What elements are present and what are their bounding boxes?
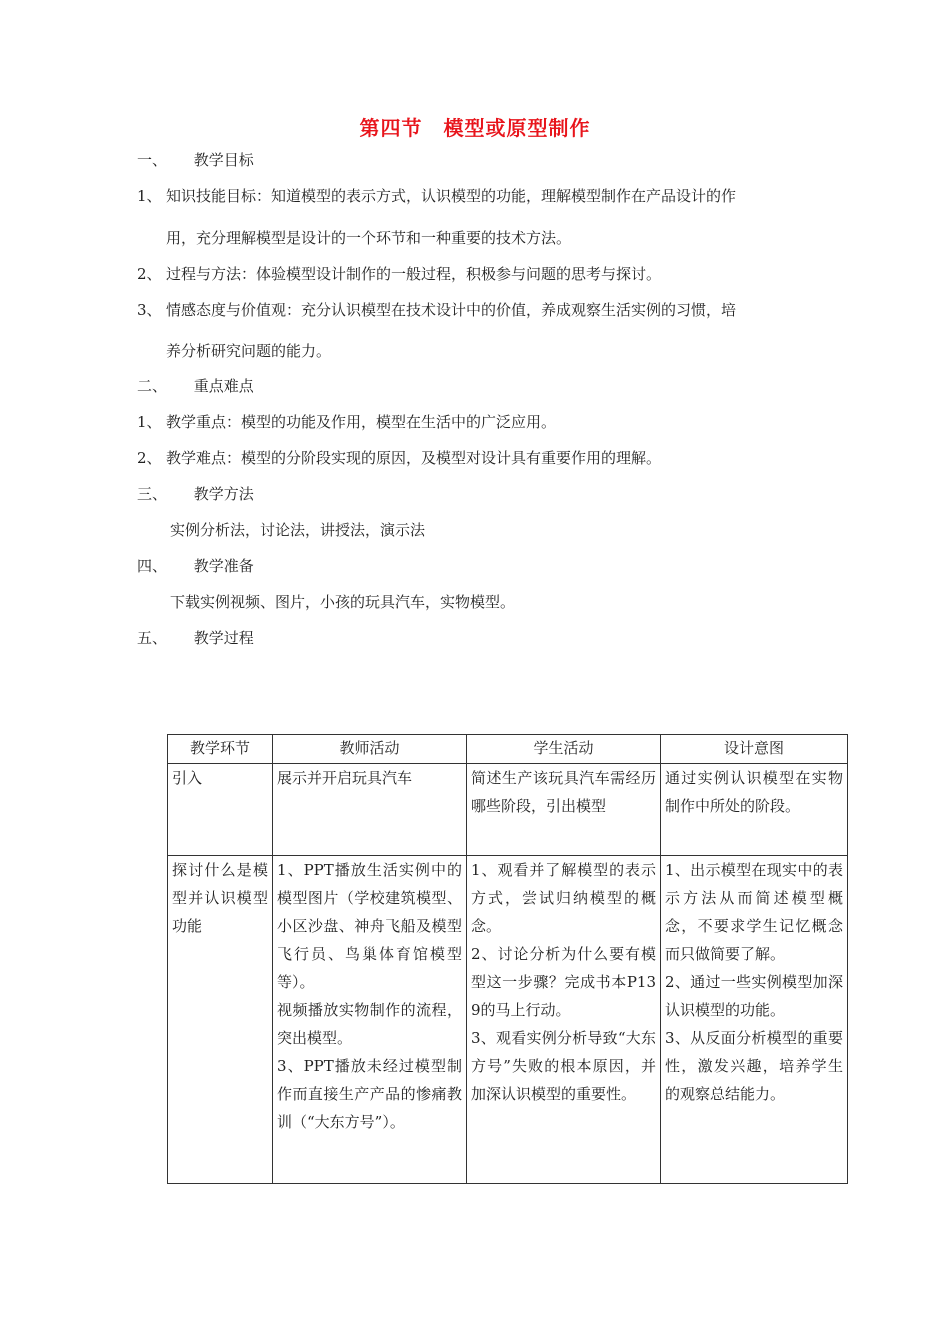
page-title: 第四节 模型或原型制作: [359, 116, 591, 140]
cell-stage: 引入: [168, 764, 273, 856]
cell-stage: 探讨什么是模型并认识模型功能: [168, 856, 273, 1184]
objective-3: [137, 300, 736, 320]
table-row: [168, 764, 848, 856]
cell-teacher: 展示并开启玩具汽车: [273, 764, 467, 856]
keypoint-number: 2、: [137, 449, 162, 467]
cell-intent: [661, 856, 848, 1184]
preparation-text: 下载实例视频、图片，小孩的玩具汽车，实物模型。: [170, 593, 516, 611]
teacher-activity-2: 视频播放实物制作的流程，突出模型。: [277, 1001, 462, 1047]
student-activity-1: 1、观看并了解模型的表示方式，尝试归纳模型的概念。: [471, 861, 656, 935]
design-intent-1: 1、出示模型在现实中的表示方法从而简述模型概念，不要求学生记忆概念而只做简要了解。: [665, 861, 843, 963]
design-intent-3: 3、从反面分析模型的重要性，激发兴趣，培养学生的观察总结能力。: [665, 1029, 843, 1103]
section-number: 二、: [137, 377, 168, 395]
header-teacher-activity: 教师活动: [273, 735, 467, 764]
section-number: 三、: [137, 485, 168, 503]
methods-text: 实例分析法，讨论法，讲授法，演示法: [170, 521, 426, 539]
teaching-process-table: [167, 734, 848, 1184]
objective-1: [137, 186, 736, 206]
section-title: 教学目标: [193, 151, 254, 169]
keypoint-number: 1、: [137, 413, 162, 431]
cell-student: [467, 856, 661, 1184]
section-title: 重点难点: [193, 377, 254, 395]
section-title: 教学准备: [193, 557, 254, 575]
keypoint-text: 教学难点：模型的分阶段实现的原因，及模型对设计具有重要作用的理解。: [166, 449, 662, 467]
keypoint-1: [137, 412, 556, 432]
keypoint-2: [137, 448, 661, 468]
cell-intent: 通过实例认识模型在实物制作中所处的阶段。: [661, 764, 848, 856]
objective-text: 知识技能目标：知道模型的表示方式，认识模型的功能，理解模型制作在产品设计的作: [166, 187, 737, 205]
cell-student: 简述生产该玩具汽车需经历哪些阶段，引出模型: [467, 764, 661, 856]
objective-2: [137, 264, 661, 284]
section-preparation-heading: [137, 556, 254, 576]
student-activity-2: 2、讨论分析为什么要有模型这一步骤？完成书本P139的马上行动。: [471, 945, 656, 1019]
table-header-row: [168, 735, 848, 764]
section-keypoints-heading: [137, 376, 254, 396]
objective-number: 3、: [137, 301, 162, 319]
teacher-activity-1: 1、PPT播放生活实例中的模型图片（学校建筑模型、小区沙盘、神舟飞船及模型飞行员、鸟巢体育馆模型等）。: [277, 861, 462, 991]
objective-number: 2、: [137, 265, 162, 283]
student-activity-3: 3、观看实例分析导致“大东方号”失败的根本原因，并加深认识模型的重要性。: [471, 1029, 656, 1103]
section-methods-heading: [137, 484, 254, 504]
header-design-intent: 设计意图: [661, 735, 848, 764]
header-stage: 教学环节: [168, 735, 273, 764]
objective-1-continued: 用，充分理解模型是设计的一个环节和一种重要的技术方法。: [166, 229, 572, 247]
header-student-activity: 学生活动: [467, 735, 661, 764]
section-objectives-heading: [137, 150, 254, 170]
cell-teacher: [273, 856, 467, 1184]
section-process-heading: [137, 628, 254, 648]
section-title: 教学方法: [193, 485, 254, 503]
table-row: [168, 856, 848, 1184]
section-number: 一、: [137, 151, 168, 169]
keypoint-text: 教学重点：模型的功能及作用，模型在生活中的广泛应用。: [166, 413, 557, 431]
teacher-activity-3: 3、PPT播放未经过模型制作而直接生产产品的惨痛教训（“大东方号”）。: [277, 1057, 462, 1131]
objective-number: 1、: [137, 187, 162, 205]
section-number: 四、: [137, 557, 168, 575]
objective-text: 情感态度与价值观：充分认识模型在技术设计中的价值，养成观察生活实例的习惯，培: [166, 301, 737, 319]
section-title: 教学过程: [193, 629, 254, 647]
design-intent-2: 2、通过一些实例模型加深认识模型的功能。: [665, 973, 843, 1019]
objective-3-continued: 养分析研究问题的能力。: [166, 342, 332, 360]
section-number: 五、: [137, 629, 168, 647]
objective-text: 过程与方法：体验模型设计制作的一般过程，积极参与问题的思考与探讨。: [166, 265, 662, 283]
